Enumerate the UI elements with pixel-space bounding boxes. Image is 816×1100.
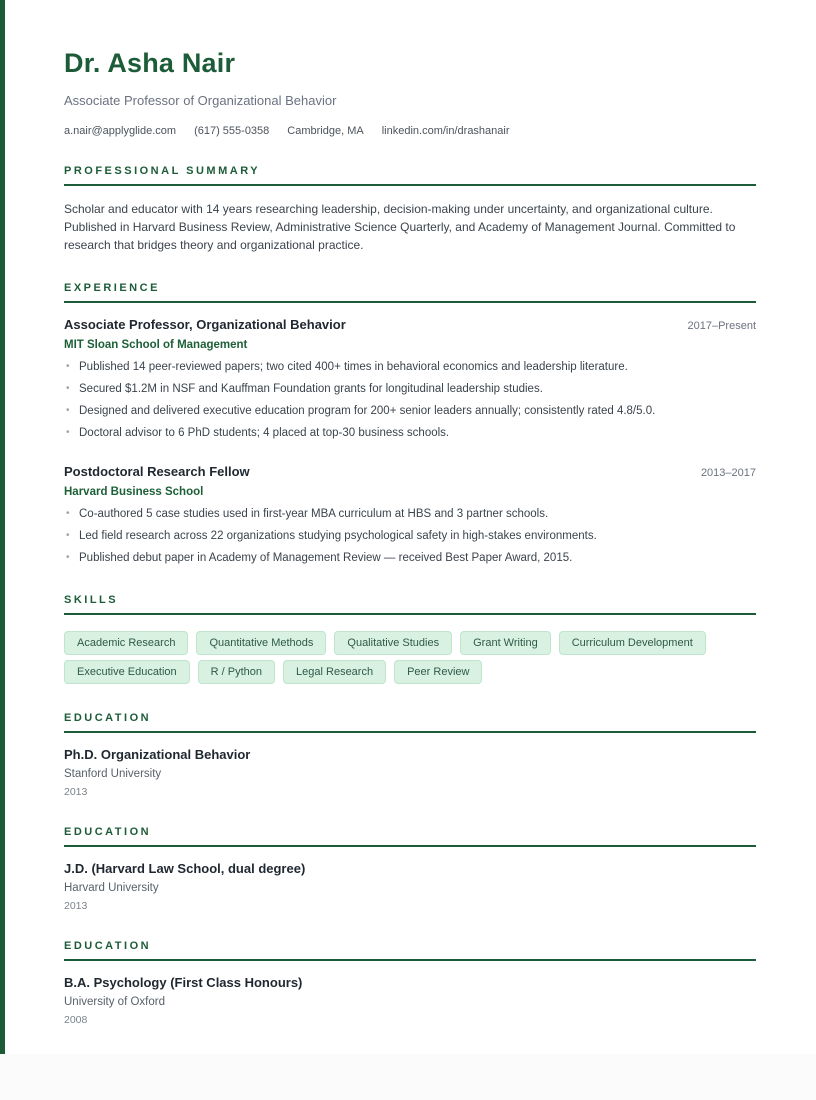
job-header: [64, 464, 756, 479]
skill-chip: Grant Writing: [460, 631, 551, 655]
job-bullet-list: [64, 360, 756, 441]
section-heading: EDUCATION: [64, 711, 152, 724]
section-divider: [64, 184, 756, 186]
section-divider: [64, 731, 756, 733]
job-dates: 2013–2017: [700, 466, 756, 479]
job-bullet: • Co-authored 5 case studies used in first-year MBA curriculum at HBS and 3 partner schools.: [64, 507, 756, 522]
education-school: Stanford University: [64, 767, 162, 780]
job-bullet: • Secured $1.2M in NSF and Kauffman Foundation grants for longitudinal leadership studies.: [64, 382, 756, 397]
section-skills: [64, 594, 756, 684]
education-school: Harvard University: [64, 881, 159, 894]
section-heading: EXPERIENCE: [64, 282, 160, 295]
section-professional-summary: [64, 165, 756, 254]
section-education-jd: [64, 826, 756, 912]
education-degree: J.D. (Harvard Law School, dual degree): [64, 860, 306, 876]
section-heading: PROFESSIONAL SUMMARY: [64, 165, 261, 178]
section-divider: [64, 959, 756, 961]
education-degree: B.A. Psychology (First Class Honours): [64, 974, 303, 990]
section-divider: [64, 845, 756, 847]
contact-linkedin: linkedin.com/in/drashanair: [381, 125, 510, 138]
education-year: 2008: [64, 1013, 88, 1026]
job-company: Harvard Business School: [64, 485, 204, 498]
candidate-name: Dr. Asha Nair: [64, 48, 236, 78]
skills-chip-list: [64, 631, 756, 684]
section-heading: SKILLS: [64, 593, 119, 606]
job-bullet: • Published debut paper in Academy of Management Review — received Best Paper Award, 2015.: [64, 551, 756, 566]
summary-paragraph: Scholar and educator with 14 years researching leadership, decision-making under uncertainty, and organizational culture. Published in Harvard Business Review, Administrative Science Quarterly, and Academy of Management Journal. Committed to research that bridges theory and organizational practice.: [64, 202, 736, 253]
section-education-phd: [64, 712, 756, 798]
job-bullet: • Doctoral advisor to 6 PhD students; 4 placed at top-30 business schools.: [64, 426, 756, 441]
skill-chip: Executive Education: [64, 660, 190, 684]
education-degree: Ph.D. Organizational Behavior: [64, 746, 251, 762]
section-divider: [64, 301, 756, 303]
job-bullet-list: [64, 507, 756, 566]
contact-phone: (617) 555-0358: [194, 125, 270, 138]
section-experience: [64, 282, 756, 566]
contact-row: [64, 125, 756, 137]
section-divider: [64, 613, 756, 615]
resume-header: [64, 48, 756, 137]
job-title: Associate Professor, Organizational Behavior: [64, 317, 346, 333]
job-bullet: • Led field research across 22 organizations studying psychological safety in high-stakes environments.: [64, 529, 756, 544]
education-year: 2013: [64, 785, 88, 798]
section-education-ba: [64, 940, 756, 1026]
job-bullet: • Published 14 peer-reviewed papers; two cited 400+ times in behavioral economics and leadership literature.: [64, 360, 756, 375]
job-header: [64, 317, 756, 332]
section-heading: EDUCATION: [64, 939, 152, 952]
skill-chip: Academic Research: [64, 631, 188, 655]
skill-chip: Quantitative Methods: [196, 631, 326, 655]
skill-chip: Peer Review: [394, 660, 482, 684]
contact-location: Cambridge, MA: [287, 125, 364, 138]
skill-chip: Legal Research: [283, 660, 386, 684]
skill-chip: R / Python: [198, 660, 275, 684]
job-title: Postdoctoral Research Fellow: [64, 463, 250, 479]
contact-email: a.nair@applyglide.com: [64, 125, 177, 138]
education-year: 2013: [64, 899, 88, 912]
education-school: University of Oxford: [64, 995, 165, 1008]
experience-entry: [64, 317, 756, 441]
job-dates: 2017–Present: [687, 320, 756, 333]
candidate-title: Associate Professor of Organizational Behavior: [64, 93, 337, 109]
experience-entry: [64, 464, 756, 566]
job-bullet: • Designed and delivered executive education program for 200+ senior leaders annually; consistently rated 4.8/5.0.: [64, 404, 756, 419]
job-company: MIT Sloan School of Management: [64, 339, 248, 352]
skill-chip: Qualitative Studies: [334, 631, 452, 655]
section-heading: EDUCATION: [64, 825, 152, 838]
skill-chip: Curriculum Development: [559, 631, 706, 655]
